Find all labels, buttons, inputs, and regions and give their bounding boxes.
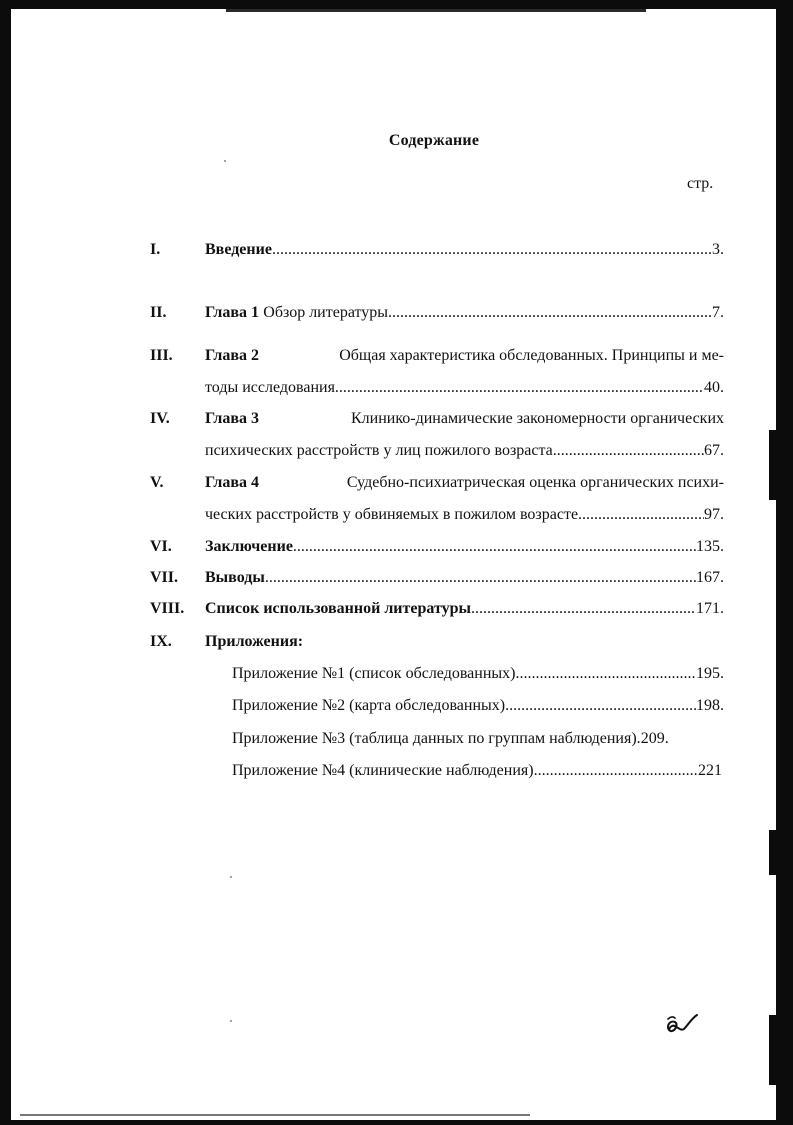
appendix-title: Приложение №1 (список обследованных) <box>232 665 516 682</box>
scan-edge-top <box>0 0 793 9</box>
entry-title: Приложения: <box>205 633 304 650</box>
scan-edge-right-mark <box>769 430 776 500</box>
entry-page: 3. <box>712 241 724 258</box>
entry-page: 171. <box>696 600 724 617</box>
appendix-page: 221 <box>698 762 722 779</box>
appendix-page: 195. <box>696 665 724 682</box>
entry-title-line2: психических расстройств у лиц пожилого возраста <box>205 442 553 459</box>
entry-chapter: Глава 2 <box>205 347 259 364</box>
entry-number: VIII. <box>150 600 185 617</box>
appendix-page: 209. <box>640 730 669 747</box>
dot-leader <box>265 568 696 588</box>
scan-speckle <box>230 876 232 878</box>
entry-title-line2: тоды исследования <box>205 379 335 396</box>
entry-number: VI. <box>150 538 172 555</box>
dot-leader <box>505 696 696 716</box>
entry-title: Обзор литературы <box>263 304 389 321</box>
dot-leader <box>388 303 712 323</box>
appendix-title: Приложение №4 (клинические наблюдения) <box>232 762 534 779</box>
entry-number: I. <box>150 241 161 258</box>
entry-chapter: Глава 3 <box>205 410 259 427</box>
appendix-title: Приложение №3 (таблица данных по группам наблюдения). <box>232 730 641 747</box>
entry-title: Список использованной литературы <box>205 600 471 617</box>
entry-title: Введение <box>205 241 272 258</box>
entry-page: 97. <box>704 506 724 523</box>
entry-number: IX. <box>150 633 172 650</box>
scan-bottom-line <box>20 1114 530 1116</box>
entry-page: 135. <box>696 538 724 555</box>
entry-page: 67. <box>704 442 724 459</box>
scan-edge-right-mark <box>769 1015 776 1085</box>
entry-number: IV. <box>150 410 170 427</box>
dot-leader <box>553 441 704 461</box>
dot-leader <box>534 761 698 781</box>
entry-page: 40. <box>704 379 724 396</box>
entry-title-line1: Судебно-психиатрическая оценка органических психи- <box>346 474 724 491</box>
scan-edge-right-mark <box>769 830 776 875</box>
entry-number: II. <box>150 304 167 321</box>
scan-edge-left <box>0 0 11 1125</box>
pages-column-label: стр. <box>687 175 714 192</box>
entry-number: III. <box>150 347 173 364</box>
entry-number: VII. <box>150 569 179 586</box>
dot-leader <box>471 599 696 619</box>
dot-leader <box>578 505 704 525</box>
entry-title: Выводы <box>205 569 265 586</box>
entry-page: 7. <box>712 304 724 321</box>
scan-edge-bottom <box>0 1120 793 1125</box>
handwritten-signature <box>664 1012 698 1034</box>
dot-leader <box>515 664 696 684</box>
dot-leader <box>293 537 696 557</box>
entry-title-line1: Клинико-динамические закономерности органических <box>350 410 724 427</box>
scan-edge-top-shadow <box>226 9 646 12</box>
entry-chapter: Глава 1 <box>205 304 259 321</box>
entry-page: 167. <box>696 569 724 586</box>
scan-speckle <box>224 160 226 162</box>
entry-number: V. <box>150 474 164 491</box>
entry-title-line1: Общая характеристика обследованных. Принципы и ме- <box>339 347 724 364</box>
dot-leader <box>335 378 704 398</box>
appendix-title: Приложение №2 (карта обследованных) <box>232 697 506 714</box>
appendix-page: 198. <box>696 697 724 714</box>
entry-chapter: Глава 4 <box>205 474 259 491</box>
page-title: Содержание <box>388 132 480 149</box>
entry-title-line2: ческих расстройств у обвиняемых в пожилом возрасте <box>205 506 579 523</box>
entry-title: Заключение <box>205 538 293 555</box>
scan-edge-right <box>776 0 793 1125</box>
dot-leader <box>272 240 712 260</box>
scan-speckle <box>230 1020 232 1022</box>
